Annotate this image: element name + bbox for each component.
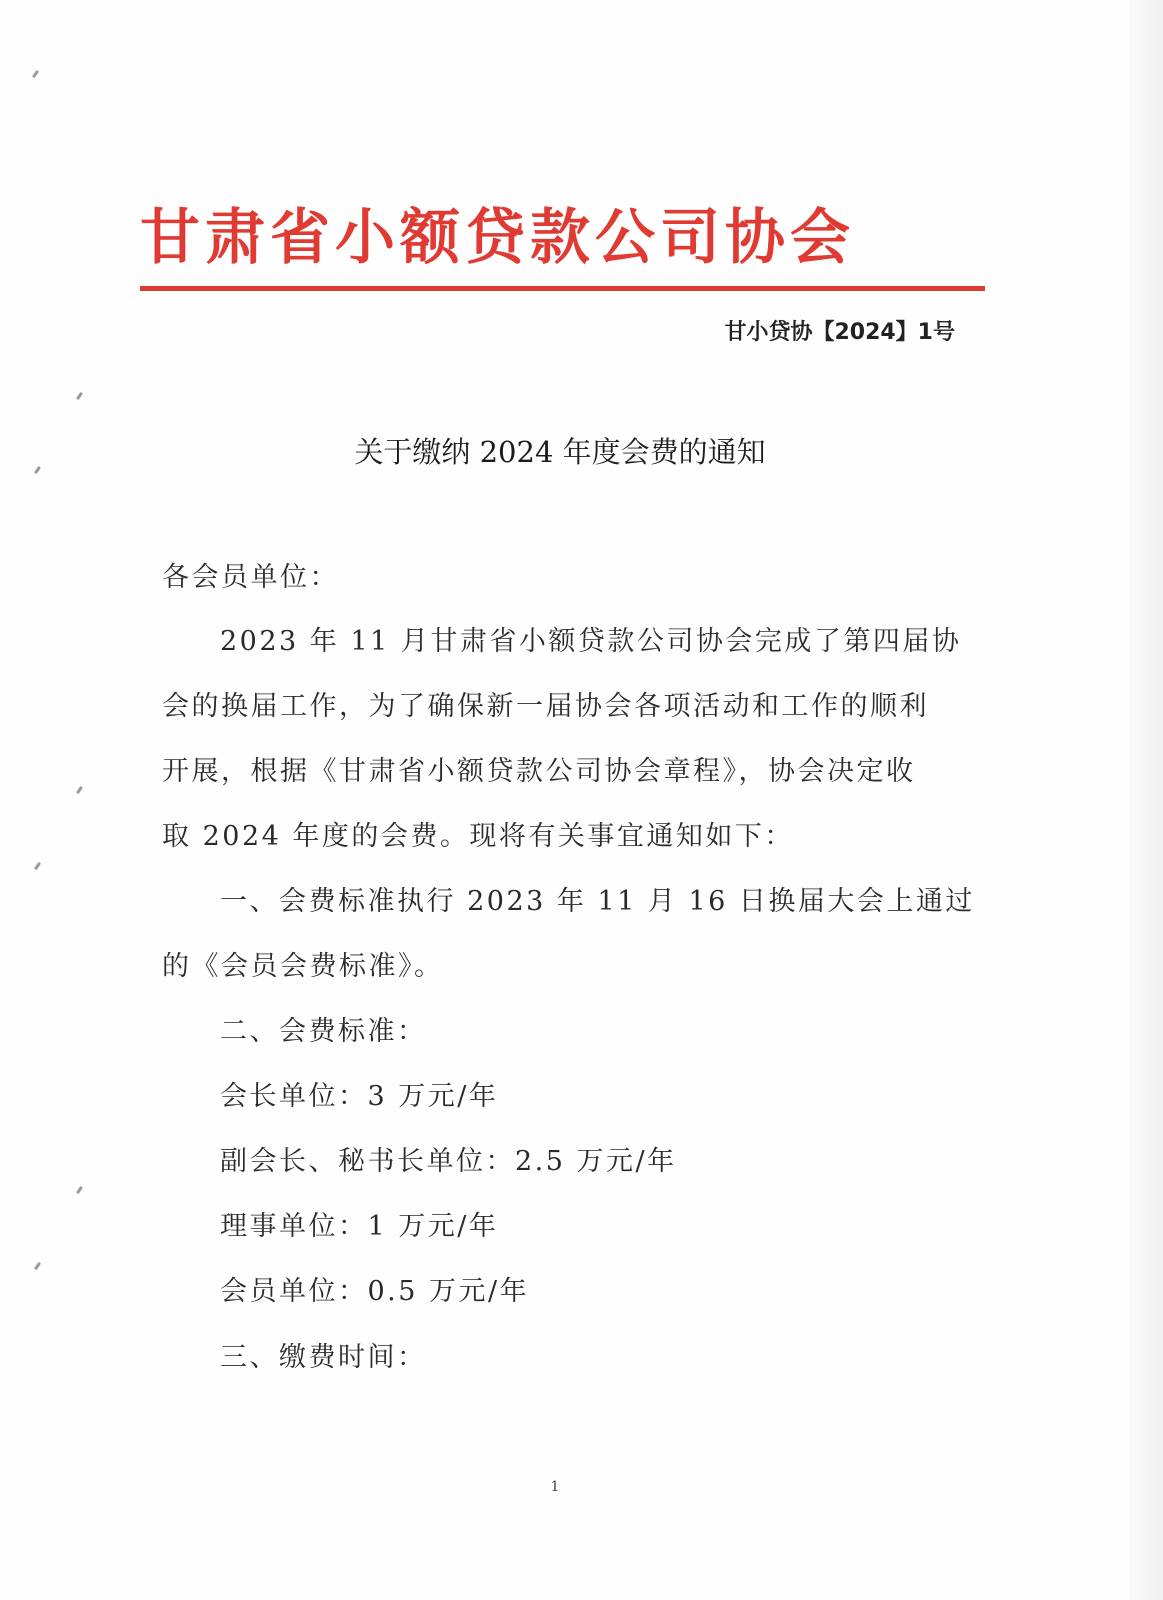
scan-speck bbox=[76, 392, 83, 400]
notice-title: 关于缴纳 2024 年度会费的通知 bbox=[354, 435, 766, 469]
header-red-rule bbox=[140, 286, 985, 291]
fee-line-president: 会长单位：3 万元/年 bbox=[220, 1081, 499, 1112]
organization-title: 甘肃省小额贷款公司协会 bbox=[140, 203, 855, 273]
item-one-line: 的《会员会费标准》。 bbox=[162, 951, 444, 982]
salutation: 各会员单位： bbox=[162, 562, 339, 593]
scan-speck bbox=[34, 466, 41, 474]
fee-line-vice-president: 副会长、秘书长单位：2.5 万元/年 bbox=[220, 1146, 677, 1177]
item-three-heading: 三、缴费时间： bbox=[220, 1342, 427, 1373]
scan-speck bbox=[32, 70, 39, 78]
fee-line-member: 会员单位：0.5 万元/年 bbox=[220, 1276, 530, 1307]
paragraph-line: 2023 年 11 月甘肃省小额贷款公司协会完成了第四届协 bbox=[220, 626, 962, 657]
paragraph-line: 开展，根据《甘肃省小额贷款公司协会章程》，协会决定收 bbox=[162, 756, 916, 787]
scan-speck bbox=[76, 1186, 83, 1194]
page-number: 1 bbox=[550, 1479, 560, 1495]
paragraph-line: 取 2024 年度的会费。现将有关事宜通知如下： bbox=[162, 821, 794, 852]
item-two-heading: 二、会费标准： bbox=[220, 1016, 427, 1047]
document-number: 甘小贷协【2024】1号 bbox=[724, 320, 955, 345]
paragraph-line: 会的换届工作，为了确保新一届协会各项活动和工作的顺利 bbox=[162, 691, 929, 722]
scan-speck bbox=[76, 786, 83, 794]
scan-speck bbox=[34, 862, 41, 870]
scan-speck bbox=[34, 1262, 41, 1270]
scan-page-edge bbox=[1129, 0, 1163, 1600]
item-one-line: 一、会费标准执行 2023 年 11 月 16 日换届大会上通过 bbox=[220, 886, 975, 917]
fee-line-director: 理事单位：1 万元/年 bbox=[220, 1211, 499, 1242]
